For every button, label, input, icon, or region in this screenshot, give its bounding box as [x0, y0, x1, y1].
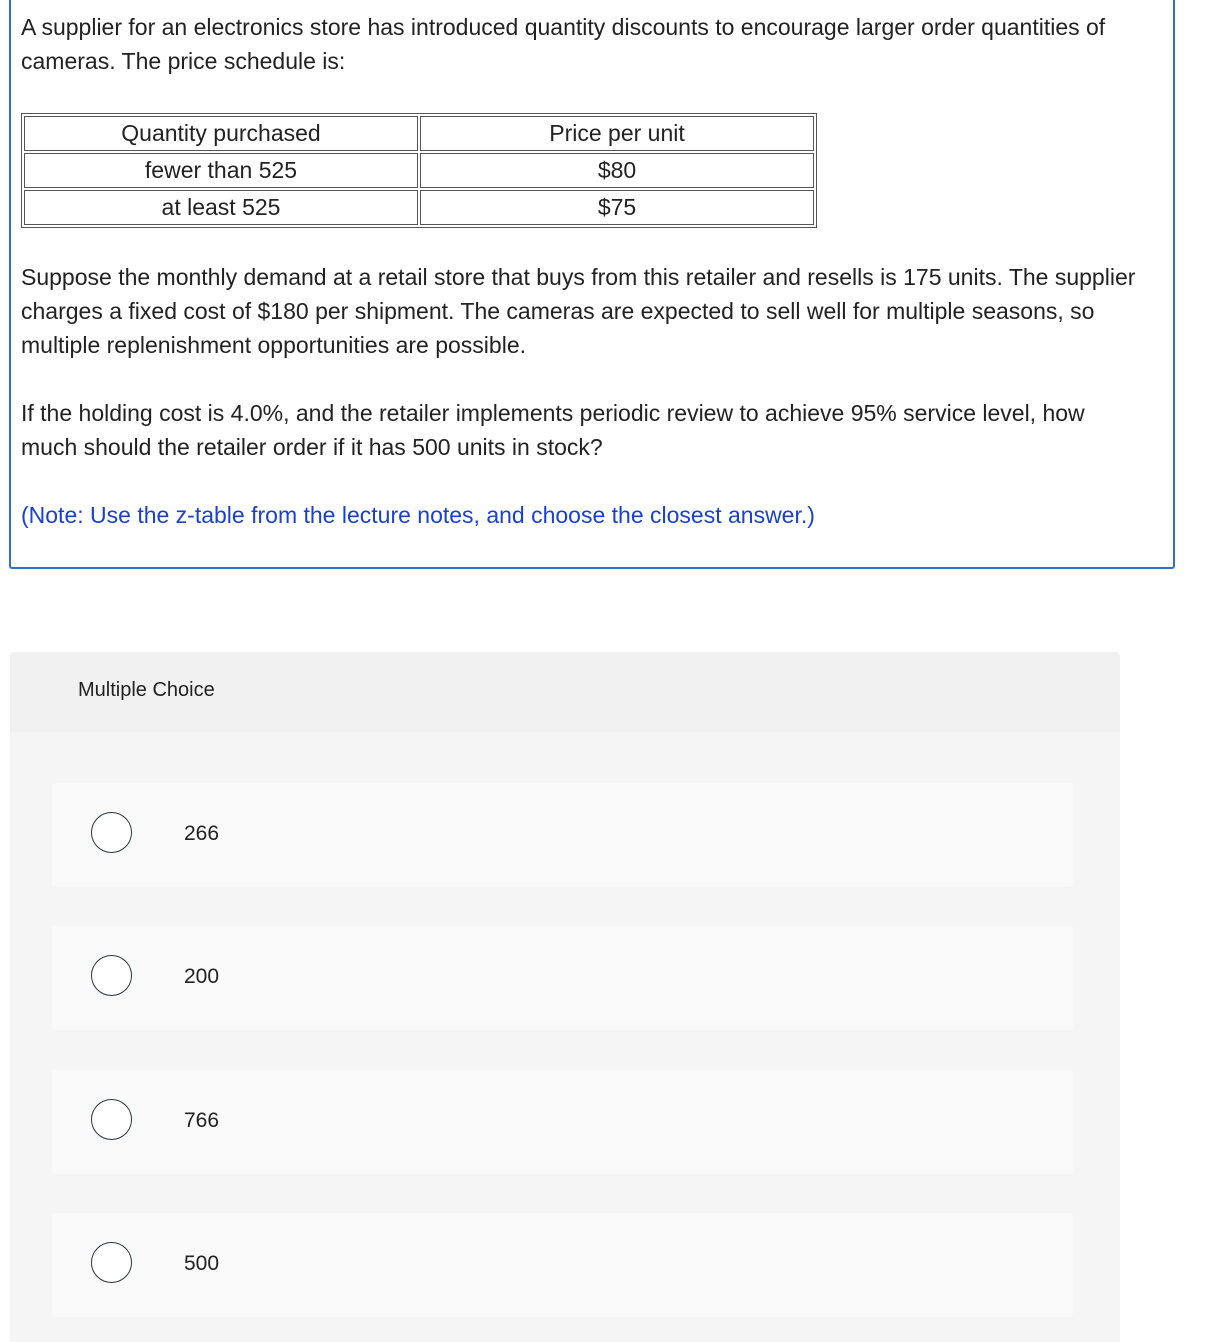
- answer-option-2[interactable]: [52, 926, 1073, 1030]
- table-cell: $75: [420, 190, 814, 225]
- answer-option-label: 266: [184, 822, 220, 845]
- question-intro: A supplier for an electronics store has introduced quantity discounts to encourage larger order quantities of cameras. The price schedule is:: [21, 14, 1106, 74]
- answer-option-label: 766: [184, 1109, 220, 1132]
- table-header-cell: Price per unit: [420, 116, 814, 151]
- multiple-choice-panel: [10, 652, 1120, 1342]
- multiple-choice-header: [10, 652, 1120, 732]
- table-header-row: [24, 116, 814, 151]
- radio-button-icon[interactable]: [91, 812, 132, 853]
- table-row: [24, 153, 814, 188]
- table-cell: at least 525: [24, 190, 418, 225]
- table-header-cell: Quantity purchased: [24, 116, 418, 151]
- question-note: (Note: Use the z-table from the lecture notes, and choose the closest answer.): [21, 502, 815, 528]
- table-row: [24, 190, 814, 225]
- question-paragraph-demand: Suppose the monthly demand at a retail store that buys from this retailer and resells is 175 units. The supplier charges a fixed cost of $180 per shipment. The cameras are expected to sell well for multiple seasons, so multiple replenishment opportunities are possible.: [21, 264, 1136, 358]
- price-schedule-table: [21, 113, 817, 228]
- multiple-choice-title: Multiple Choice: [78, 679, 215, 701]
- radio-button-icon[interactable]: [91, 1099, 132, 1140]
- table-cell: $80: [420, 153, 814, 188]
- answer-option-1[interactable]: [52, 783, 1073, 887]
- answer-option-label: 200: [184, 965, 220, 988]
- answer-option-4[interactable]: [52, 1213, 1073, 1317]
- answer-option-3[interactable]: [52, 1070, 1073, 1174]
- question-paragraph-prompt: If the holding cost is 4.0%, and the retailer implements periodic review to achieve 95% service level, how much should the retailer order if it has 500 units in stock?: [21, 400, 1085, 460]
- answer-option-label: 500: [184, 1252, 220, 1275]
- question-box: [9, 0, 1175, 569]
- table-cell: fewer than 525: [24, 153, 418, 188]
- radio-button-icon[interactable]: [91, 955, 132, 996]
- radio-button-icon[interactable]: [91, 1242, 132, 1283]
